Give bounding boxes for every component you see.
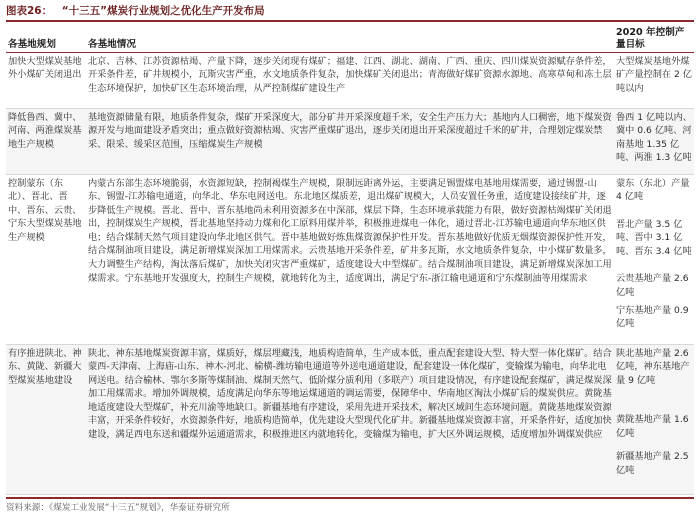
header-plan: 各基地规划 <box>6 22 86 52</box>
target-cell <box>614 344 694 494</box>
situation-cell: 基地资源储量有限，地质条件复杂，煤矿开采深度大，部分矿井开采深度超千米，安全生产压力大；基地内人口稠密，地下煤炭资源开发与地面建设矛盾突出；重点做好资源枯竭、灾害严重煤矿退出，逐步关闭退出开采深度超过千米的矿井，合理划定煤炭禁采、限采、缓采区范围，压缩煤炭生产规模 <box>86 108 614 174</box>
table-row <box>6 344 694 494</box>
figure-title: “十三五”煤炭行业规划之优化生产开发布局 <box>61 5 265 17</box>
target-item: 蒙东（东北）产量 4 亿吨 <box>616 177 690 203</box>
plan-cell: 降低鲁西、冀中、河南、两淮煤炭基地生产规模 <box>6 108 86 174</box>
target-item: 黄陇基地产量 1.6 亿吨 <box>616 414 689 439</box>
table-row <box>6 108 694 174</box>
target-cell <box>614 52 694 108</box>
header-target: 2020 年控制产量目标 <box>614 22 694 52</box>
target-item: 陕北基地产量 2.6 亿吨，神东基地产量 9 亿吨 <box>616 347 690 386</box>
table-row <box>6 174 694 344</box>
target-item: 新疆基地产量 2.5 亿吨 <box>616 451 689 477</box>
table-row <box>6 52 694 108</box>
target-item: 大型煤炭基地外煤矿产量控制在 2 亿吨以内 <box>616 55 692 94</box>
target-cell <box>614 108 694 174</box>
coal-plan-table <box>6 22 694 495</box>
target-item: 宁东基地产量 0.9 亿吨 <box>616 304 689 330</box>
plan-cell: 加快大型煤炭基地外小煤矿关闭退出 <box>6 52 86 108</box>
figure-number: 图表26： <box>6 5 53 17</box>
figure-title-bar <box>6 3 694 22</box>
situation-cell: 陕北、神东基地煤炭资源丰富，煤质好，煤层埋藏浅，地质构造简单，生产成本低，重点配套建设大型、特大型一体化煤矿。结合蒙西-天津南、上海庙-山东、神木-河北、榆横-潍坊输电通道等外送电通道建设，配套建设一体化煤矿，变输煤为输电，向华北电网送电。结合榆林、鄂尔多斯等煤制油、煤制天然气、低阶煤分质利用（多联产）项目建设情况，有序建设配套煤矿，满足煤炭深加工用煤需求。增加外调规模，适度满足向华东等地运煤通道的调运需要，保障华中、华南地区淘汰小煤矿后的煤炭供应。黄陇基地适度建设大型煤矿，补充川渝等地缺口。新疆基地有序建设，采用先进开采技术，解决区域间生态环境问题。黄陇基地煤炭资源丰富，开采条件较好，水资源条件好，地质构造简单，优先建设大型现代化矿井。新疆基地煤炭资源丰富，开采条件好，适度加快建设，满足西电东送和疆煤外运通道需求，积极推进区内就地转化，变输煤为输电，扩大区外调运规模，适度增加外调煤炭供应 <box>86 344 614 494</box>
target-item: 晋北产量 3.5 亿吨、晋中 3.1 亿吨、晋东 3.4 亿吨 <box>616 218 692 257</box>
situation-cell: 内蒙古东部生态环境脆弱，水资源短缺，控制褐煤生产规模，限制远距离外运，主要满足锡盟煤电基地用煤需要，通过锡盟-山东、锡盟-江苏输电通道，向华北、华东电网送电。东北地区煤质差，退出煤矿规模大，人员安置任务重，适度建设接续矿井，逐步降低生产规模。晋北、晋中、晋东基地尚未利用资源多在中深部，煤层下降，生态环境承载能力有限，做好资源枯竭煤矿关闭退出，控制煤炭生产规模，晋北基地坚持动力煤和化工原料用煤并举，积极推进煤电一体化，通过晋北-江苏输电通道向华东地区供电；结合煤制天然气项目建设向华北地区供气。晋中基地做好炼焦煤资源保护性开发。晋东基地做好优质无烟煤资源保护性开发，结合煤制油项目建设，满足新增煤炭深加工用煤需求。云贵基地开采条件差，矿井多瓦斯，水文地质条件复杂，中小煤矿数量多，大力调整生产结构，淘汰落后煤矿，加快关闭灾害严重煤矿，适度建设大中型煤矿。结合煤制油项目建设，满足新增煤炭深加工用煤需求。宁东基地开发强度大，控制生产规模，就地转化为主，适度调出，满足宁东-浙江输电通道和宁东煤制油等用煤需求 <box>86 174 614 344</box>
target-item: 鲁西 1 亿吨以内、冀中 0.6 亿吨、河南基地 1.35 亿吨、两淮 1.3 亿吨 <box>616 111 692 164</box>
plan-cell: 控制蒙东（东北）、晋北、晋中、晋东、云贵、宁东大型煤炭基地生产规模 <box>6 174 86 344</box>
target-cell <box>614 174 694 344</box>
source-note: 资料来源：《煤炭工业发展“十三五”规划》，华泰证券研究所 <box>6 497 694 513</box>
plan-cell: 有序推进陕北、神东、黄陇、新疆大型煤炭基地建设 <box>6 344 86 494</box>
situation-cell: 北京、吉林、江苏资源枯竭、产量下降，逐步关闭现有煤矿；福建、江西、湖北、湖南、广西、重庆、四川煤炭资源赋存条件差，开采条件差，矿井规模小，瓦斯灾害严重，水文地质条件复杂，加快煤矿关闭退出；青海做好煤矿资源水源地、高寒草甸和冻土层生态环境保护，加快矿区生态环境治理，从严控制煤矿建设生产 <box>86 52 614 108</box>
header-situation: 各基地情况 <box>86 22 614 52</box>
target-item: 云贵基地产量 2.6 亿吨 <box>616 273 689 299</box>
